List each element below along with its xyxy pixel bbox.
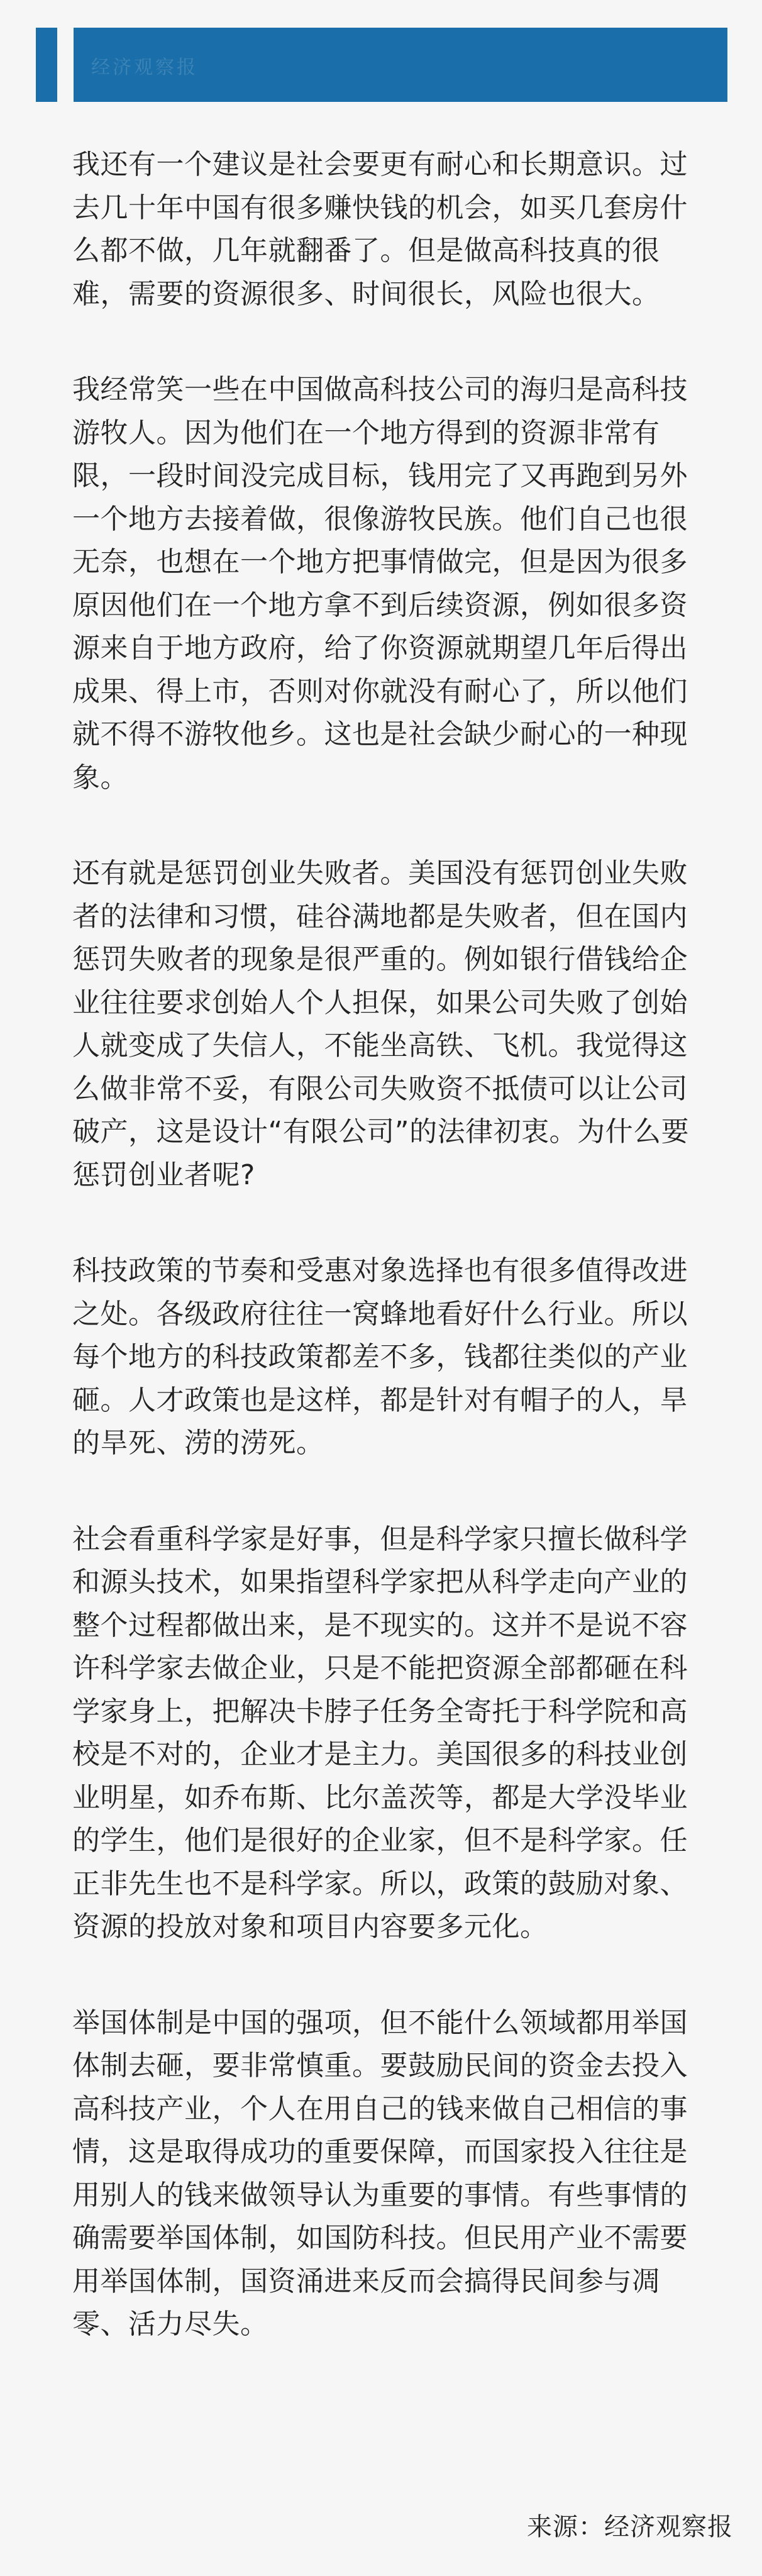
article-paragraph: 举国体制是中国的强项，但不能什么领域都用举国体制去砸，要非常慎重。要鼓励民间的资金去投入高科技产业，个人在用自己的钱来做自己相信的事情，这是取得成功的重要保障，而国家投入往往是用别人的钱来做领导认为重要的事情。有些事情的确需要举国体制，如国防科技。但民用产业不需要用举国体制，国资涌进来反而会搞得民间参与凋零、活力尽失。 <box>72 2006 688 2340</box>
article-paragraph: 还有就是惩罚创业失败者。美国没有惩罚创业失败者的法律和习惯，硅谷满地都是失败者，但在国内惩罚失败者的现象是很严重的。例如银行借钱给企业往往要求创始人个人担保，如果公司失败了创始人就变成了失信人，不能坐高铁、飞机。我觉得这么做非常不妥，有限公司失败资不抵债可以让公司破产，这是设计“有限公司”的法律初衷。为什么要惩罚创业者呢? <box>72 857 690 1191</box>
header-title: 经济观察报 <box>91 57 198 79</box>
article-paragraph: 科技政策的节奏和受惠对象选择也有很多值得改进之处。各级政府往往一窝蜂地看好什么行业。所以每个地方的科技政策都差不多，钱都往类似的产业砸。人才政策也是这样，都是针对有帽子的人，旱的旱死、涝的涝死。 <box>72 1255 688 1459</box>
header-accent-bar <box>36 28 57 102</box>
source-credit: 来源：经济观察报 <box>527 2512 733 2541</box>
article-body <box>72 143 701 2399</box>
header-title-bar <box>74 28 727 102</box>
article-paragraph: 社会看重科学家是好事，但是科学家只擅长做科学和源头技术，如果指望科学家把从科学走向产业的整个过程都做出来，是不现实的。这并不是说不容许科学家去做企业，只是不能把资源全部都砸在科学家身上，把解决卡脖子任务全寄托于科学院和高校是不对的，企业才是主力。美国很多的科技业创业明星，如乔布斯、比尔盖茨等，都是大学没毕业的学生，他们是很好的企业家，但不是科学家。任正非先生也不是科学家。所以，政策的鼓励对象、资源的投放对象和项目内容要多元化。 <box>72 1523 688 1943</box>
article-paragraph: 我还有一个建议是社会要更有耐心和长期意识。过去几十年中国有很多赚快钱的机会，如买几套房什么都不做，几年就翻番了。但是做高科技真的很难，需要的资源很多、时间很长，风险也很大。 <box>72 148 688 310</box>
article-paragraph: 我经常笑一些在中国做高科技公司的海归是高科技游牧人。因为他们在一个地方得到的资源非常有限，一段时间没完成目标，钱用完了又再跑到另外一个地方去接着做，很像游牧民族。他们自己也很无奈，也想在一个地方把事情做完，但是因为很多原因他们在一个地方拿不到后续资源，例如很多资源来自于地方政府，给了你资源就期望几年后得出成果、得上市，否则对你就没有耐心了，所以他们就不得不游牧他乡。这也是社会缺少耐心的一种现象。 <box>72 374 688 794</box>
header-banner <box>36 28 727 102</box>
